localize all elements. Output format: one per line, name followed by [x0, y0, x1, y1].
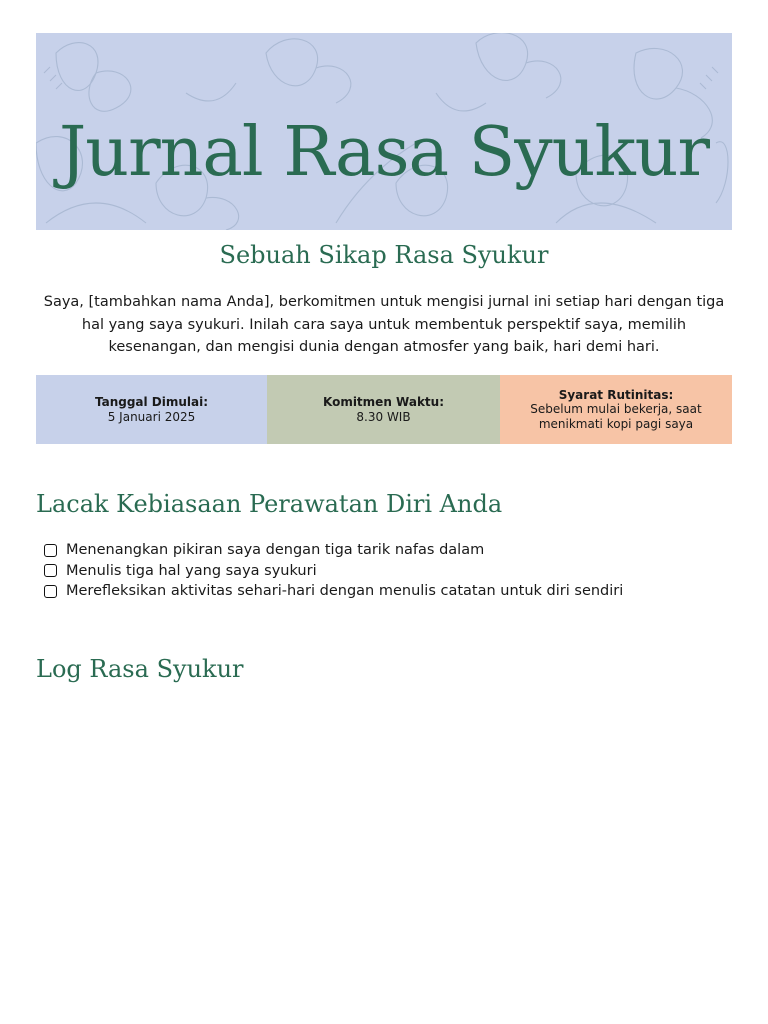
routine-trigger-label: Syarat Rutinitas: — [558, 387, 674, 402]
start-date-value: 5 Januari 2025 — [107, 409, 196, 424]
habit-label: Menenangkan pikiran saya dengan tiga tarik nafas dalam — [66, 542, 485, 559]
time-commitment-label: Komitmen Waktu: — [322, 395, 444, 409]
habit-item — [44, 581, 623, 602]
habit-checkbox[interactable] — [44, 544, 57, 557]
routine-trigger-value: Sebelum mulai bekerja, saat menikmati kopi pagi saya — [530, 402, 702, 431]
habit-checkbox[interactable] — [44, 564, 57, 577]
habit-item — [44, 561, 623, 582]
intro-line: Saya, [tambahkan nama Anda], berkomitmen untuk mengisi jurnal ini setiap hari dengan tiga — [43, 294, 725, 310]
page-title: Jurnal Rasa Syukur — [59, 113, 709, 192]
info-row — [36, 375, 732, 444]
header-banner — [36, 33, 732, 230]
time-commitment-value: 8.30 WIB — [356, 409, 411, 424]
start-date-cell — [36, 375, 267, 444]
habit-checkbox[interactable] — [44, 585, 57, 598]
intro-line: hal yang saya syukuri. Inilah cara saya untuk membentuk perspektif saya, memilih — [81, 316, 687, 333]
intro-line: kesenangan, dan mengisi dunia dengan atmosfer yang baik, hari demi hari. — [108, 339, 660, 355]
habit-label: Merefleksikan aktivitas sehari-hari dengan menulis catatan untuk diri sendiri — [66, 583, 624, 600]
habit-item — [44, 540, 623, 561]
log-section-title: Log Rasa Syukur — [36, 655, 244, 683]
habit-checklist — [44, 540, 623, 602]
time-commitment-cell — [267, 375, 500, 444]
subtitle: Sebuah Sikap Rasa Syukur — [219, 241, 549, 269]
start-date-label: Tanggal Dimulai: — [94, 395, 209, 409]
routine-trigger-cell — [500, 375, 732, 444]
habits-section-title: Lacak Kebiasaan Perawatan Diri Anda — [36, 490, 503, 518]
habit-label: Menulis tiga hal yang saya syukuri — [66, 562, 317, 579]
intro-paragraph — [36, 291, 732, 359]
